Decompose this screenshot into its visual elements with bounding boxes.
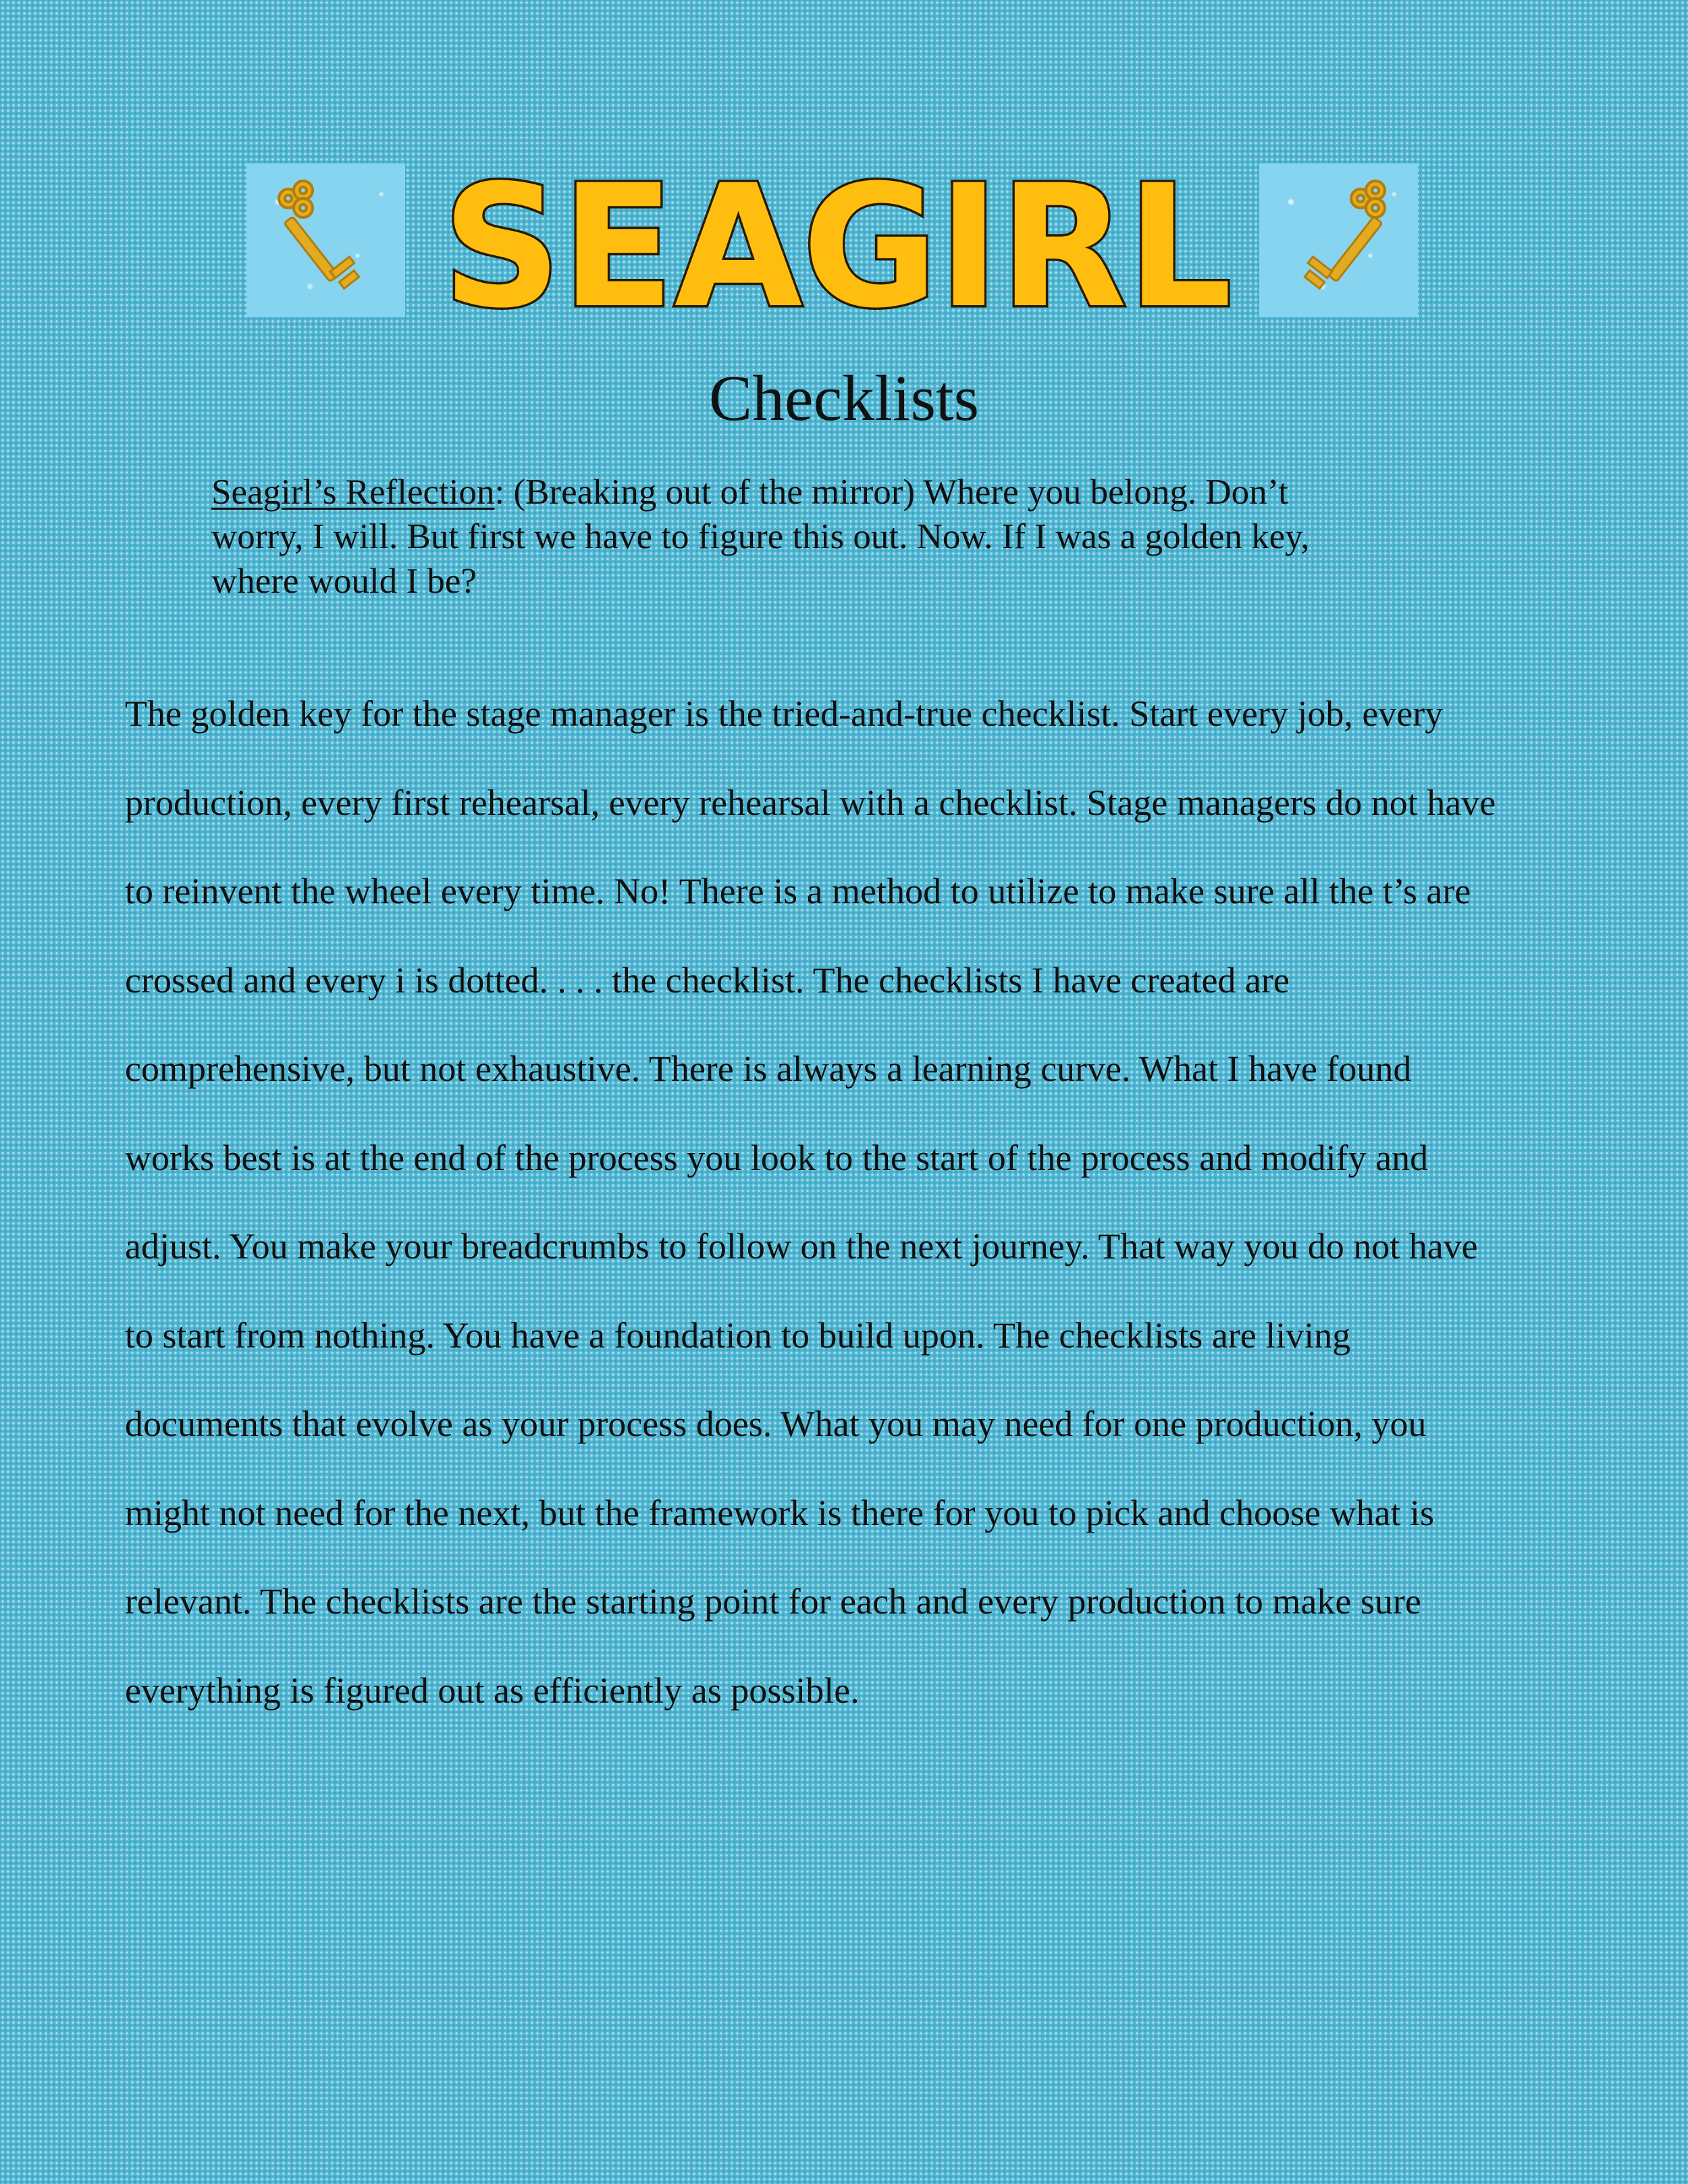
seagirls-reflection bbox=[211, 470, 1481, 604]
body-line: to start from nothing. You have a foundation to build upon. The checklists are living bbox=[125, 1314, 1351, 1356]
body-line: comprehensive, but not exhaustive. There is always a learning curve. What I have found bbox=[125, 1048, 1412, 1089]
body-line: relevant. The checklists are the starting point for each and every production to make sure bbox=[125, 1581, 1421, 1622]
body-line: The golden key for the stage manager is the tried-and-true checklist. Start every job, every bbox=[125, 693, 1444, 734]
reflection-line: where would I be? bbox=[211, 562, 477, 601]
seagirl-wordmark-text: SEAGIRL bbox=[442, 162, 1232, 324]
body-line: crossed and every i is dotted. . . . the checklist. The checklists I have created are bbox=[125, 959, 1290, 1001]
right-key-tile bbox=[1259, 163, 1418, 317]
body-line: everything is figured out as efficiently as possible. bbox=[125, 1670, 860, 1711]
body-line: adjust. You make your breadcrumbs to follow on the next journey. That way you do not have bbox=[125, 1226, 1478, 1267]
body-line: might not need for the next, but the framework is there for you to pick and choose what is bbox=[125, 1492, 1434, 1533]
body-paragraph bbox=[125, 670, 1597, 1735]
body-line: works best is at the end of the process you look to the start of the process and modify and bbox=[125, 1137, 1429, 1178]
body-line: to reinvent the wheel every time. No! There is a method to utilize to make sure all the t’s are bbox=[125, 871, 1471, 911]
reflection-label: Seagirl’s Reflection bbox=[211, 473, 495, 512]
seagirl-banner bbox=[246, 162, 1418, 324]
reflection-line bbox=[211, 470, 1481, 514]
body-line: production, every first rehearsal, every rehearsal with a checklist. Stage managers do not have bbox=[125, 782, 1496, 823]
seagirl-wordmark bbox=[432, 162, 1242, 324]
reflection-text: : (Breaking out of the mirror) Where you belong. Don’t bbox=[494, 473, 1289, 512]
left-key-tile bbox=[246, 163, 405, 317]
reflection-line: worry, I will. But first we have to figure this out. Now. If I was a golden key, bbox=[211, 517, 1310, 556]
golden-key-icon bbox=[1259, 163, 1418, 317]
body-line: documents that evolve as your process does. What you may need for one production, you bbox=[125, 1404, 1427, 1444]
page-title: Checklists bbox=[709, 362, 979, 434]
golden-key-icon bbox=[246, 163, 405, 317]
